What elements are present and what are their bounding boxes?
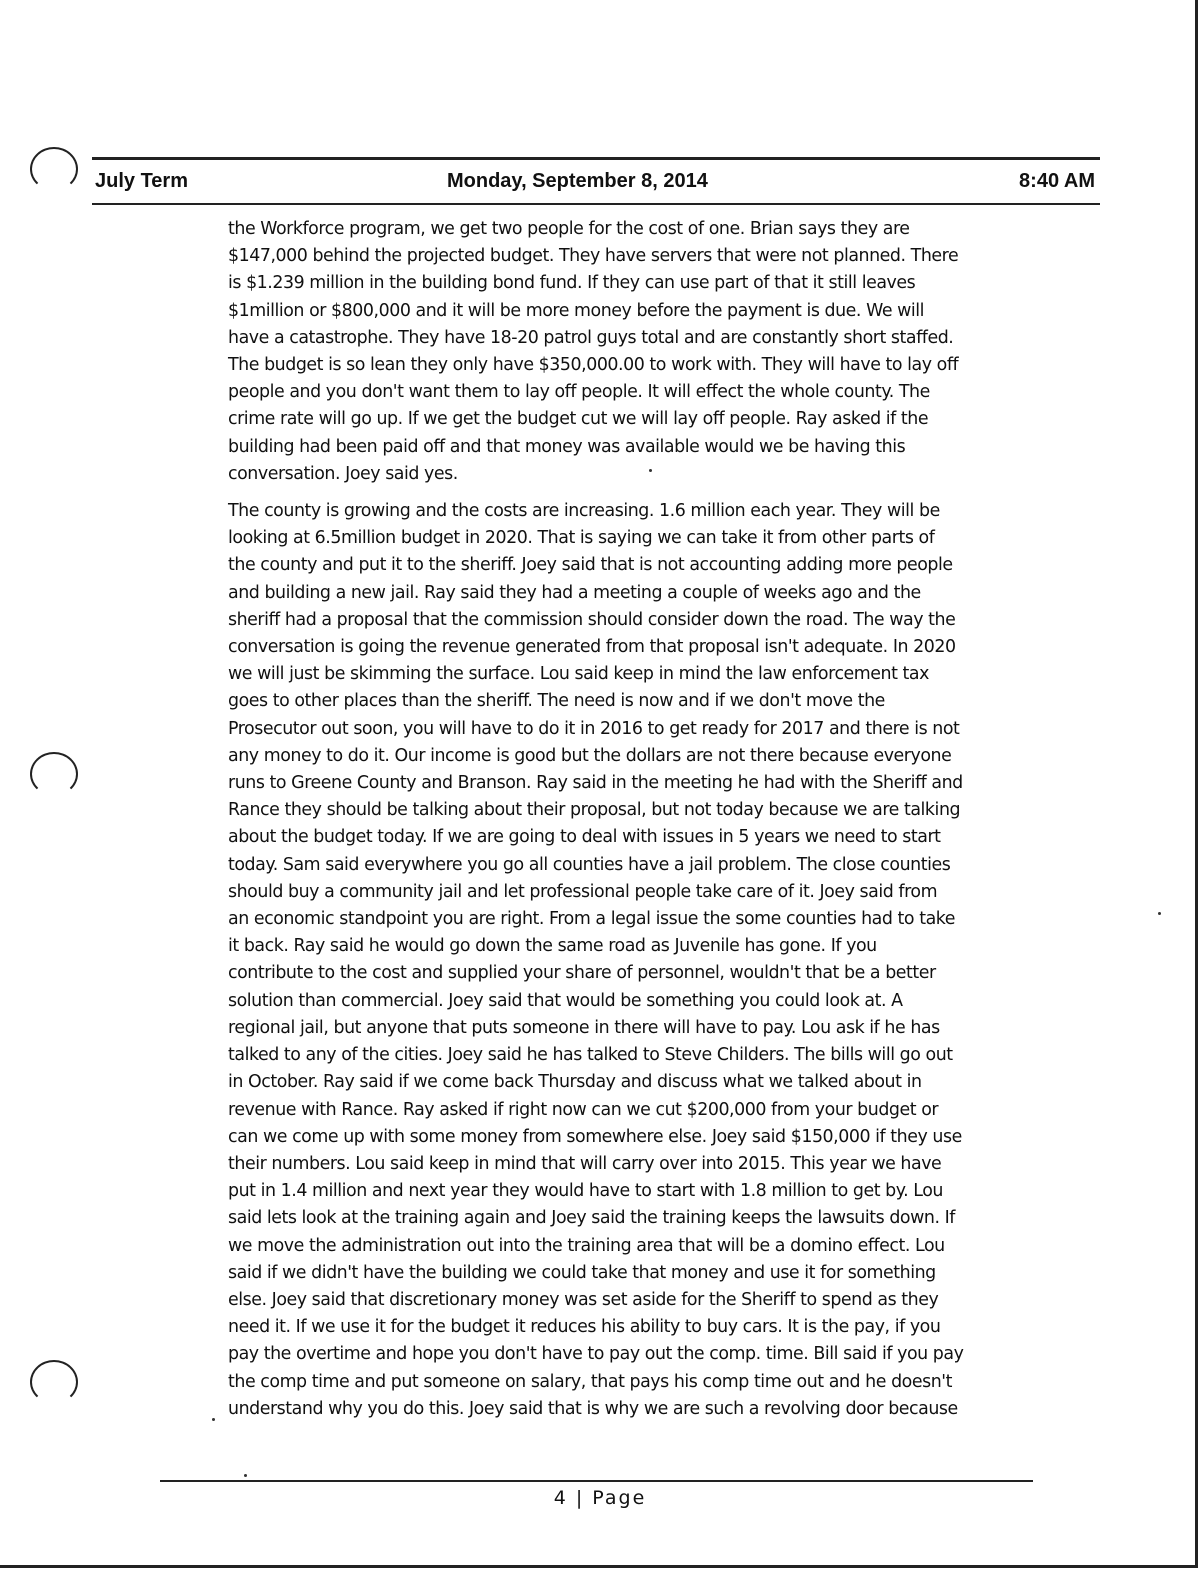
- text-line: their numbers. Lou said keep in mind that will carry over into 2015. This year we have: [228, 1153, 942, 1174]
- page-header: [95, 168, 1095, 198]
- text-line: any money to do it. Our income is good but the dollars are not there because everyone: [228, 745, 952, 766]
- text-line: solution than commercial. Joey said that would be something you could look at. A: [228, 990, 903, 1011]
- header-date: Monday, September 8, 2014: [447, 170, 708, 192]
- header-time: 8:40 AM: [1019, 170, 1095, 192]
- text-line: have a catastrophe. They have 18-20 patrol guys total and are constantly short staffed.: [228, 327, 954, 348]
- text-line: an economic standpoint you are right. From a legal issue the some counties had to take: [228, 909, 956, 930]
- text-line: need it. If we use it for the budget it reduces his ability to buy cars. It is the pay, if you: [228, 1317, 941, 1338]
- text-line: pay the overtime and hope you don't have to pay out the comp. time. Bill said if you pay: [228, 1344, 964, 1365]
- text-line: we will just be skimming the surface. Lou said keep in mind the law enforcement tax: [228, 664, 929, 685]
- text-line: conversation. Joey said yes.: [228, 463, 458, 484]
- text-line: Prosecutor out soon, you will have to do it in 2016 to get ready for 2017 and there is not: [228, 718, 960, 739]
- text-line: today. Sam said everywhere you go all counties have a jail problem. The close counties: [228, 854, 951, 875]
- text-line: the comp time and put someone on salary, that pays his comp time out and he doesn't: [228, 1371, 952, 1392]
- text-line: in October. Ray said if we come back Thursday and discuss what we talked about in: [228, 1072, 922, 1093]
- text-line: contribute to the cost and supplied your share of personnel, wouldn't that be a better: [228, 963, 936, 984]
- paragraph: [228, 498, 1028, 1423]
- text-line: can we come up with some money from somewhere else. Joey said $150,000 if they use: [228, 1126, 962, 1147]
- text-line: conversation is going the revenue generated from that proposal isn't adequate. In 2020: [228, 637, 956, 658]
- text-line: said if we didn't have the building we could take that money and use it for something: [228, 1262, 936, 1283]
- scan-speck: [1158, 912, 1161, 915]
- text-line: building had been paid off and that money was available would we be having this: [228, 436, 906, 457]
- text-line: The county is growing and the costs are increasing. 1.6 million each year. They will be: [228, 501, 940, 522]
- minutes-body: [228, 216, 1028, 1423]
- text-line: it back. Ray said he would go down the same road as Juvenile has gone. If you: [228, 936, 877, 957]
- text-line: should buy a community jail and let professional people take care of it. Joey said from: [228, 881, 938, 902]
- text-line: and building a new jail. Ray said they had a meeting a couple of weeks ago and the: [228, 582, 921, 603]
- text-line: about the budget today. If we are going to deal with issues in 5 years we need to start: [228, 827, 941, 848]
- page-number: 4 | Page: [553, 1487, 647, 1509]
- footer-rule: [160, 1480, 1033, 1482]
- text-line: runs to Greene County and Branson. Ray said in the meeting he had with the Sheriff and: [228, 773, 963, 794]
- text-line: understand why you do this. Joey said that is why we are such a revolving door because: [228, 1398, 958, 1419]
- text-line: regional jail, but anyone that puts someone in there will have to pay. Lou ask if he has: [228, 1017, 940, 1038]
- text-line: we move the administration out into the training area that will be a domino effect. Lou: [228, 1235, 945, 1256]
- scan-speck: [244, 1474, 247, 1477]
- text-line: The budget is so lean they only have $350,000.00 to work with. They will have to lay off: [228, 355, 959, 376]
- header-term: July Term: [95, 170, 188, 192]
- text-line: put in 1.4 million and next year they would have to start with 1.8 million to get by. Lou: [228, 1181, 943, 1202]
- text-line: is $1.239 million in the building bond fund. If they can use part of that it still leaves: [228, 273, 916, 294]
- punch-hole-top: [30, 147, 78, 191]
- punch-hole-middle: [30, 752, 78, 796]
- text-line: goes to other places than the sheriff. The need is now and if we don't move the: [228, 691, 885, 712]
- punch-hole-bottom: [30, 1360, 78, 1404]
- text-line: looking at 6.5million budget in 2020. That is saying we can take it from other parts of: [228, 528, 935, 549]
- text-line: talked to any of the cities. Joey said he has talked to Steve Childers. The bills will go out: [228, 1045, 953, 1066]
- header-rule-bottom: [92, 203, 1100, 205]
- header-rule-top: [92, 157, 1100, 160]
- text-line: the county and put it to the sheriff. Joey said that is not accounting adding more people: [228, 555, 953, 576]
- scan-speck: [649, 469, 652, 472]
- text-line: else. Joey said that discretionary money was set aside for the Sheriff to spend as they: [228, 1289, 939, 1310]
- text-line: revenue with Rance. Ray asked if right now can we cut $200,000 from your budget or: [228, 1099, 939, 1120]
- text-line: $147,000 behind the projected budget. They have servers that were not planned. There: [228, 246, 959, 267]
- text-line: said lets look at the training again and Joey said the training keeps the lawsuits down. If: [228, 1208, 955, 1229]
- text-line: sheriff had a proposal that the commission should consider down the road. The way the: [228, 609, 956, 630]
- text-line: people and you don't want them to lay off people. It will effect the whole county. The: [228, 382, 930, 403]
- scan-speck: [212, 1418, 215, 1421]
- text-line: $1million or $800,000 and it will be more money before the payment is due. We will: [228, 300, 925, 321]
- paragraph: [228, 216, 1028, 488]
- text-line: Rance they should be talking about their proposal, but not today because we are talking: [228, 800, 961, 821]
- text-line: crime rate will go up. If we get the budget cut we will lay off people. Ray asked if the: [228, 409, 929, 430]
- text-line: the Workforce program, we get two people for the cost of one. Brian says they are: [228, 219, 910, 239]
